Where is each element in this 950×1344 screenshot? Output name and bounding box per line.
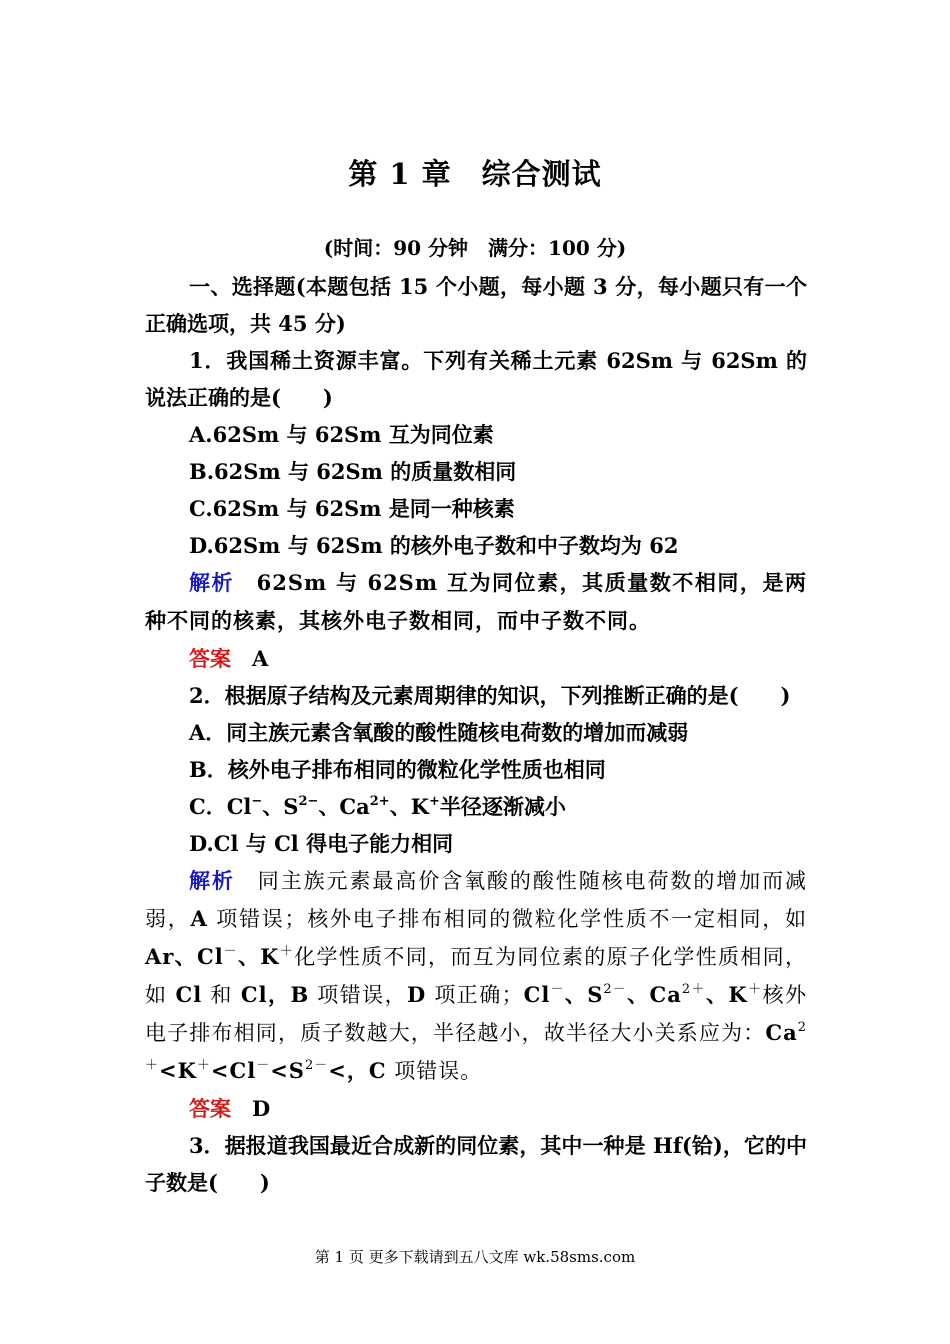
exp-text: 、Ca	[626, 982, 682, 1007]
charge: 2−	[298, 794, 319, 809]
exp-text: 和	[202, 983, 241, 1007]
charge: 2－	[304, 1058, 329, 1073]
q1-explanation-text: 62Sm 与 62Sm 互为同位素，其质量数不相同，是两种不同的核素，其核外电子数相同，而中子数不同。	[145, 570, 807, 633]
charge: 2－	[603, 982, 627, 997]
charge: +	[428, 794, 440, 809]
explanation-label: 解析	[189, 570, 235, 595]
question-2-stem: 2．根据原子结构及元素周期律的知识，下列推断正确的是( )	[189, 683, 791, 708]
q2-option-a: A．同主族元素含氧酸的酸性随核电荷数的增加而减弱	[189, 720, 689, 745]
charge: 2＋	[681, 982, 706, 997]
exp-text: D	[407, 982, 427, 1007]
q1-answer	[145, 640, 807, 677]
exp-text: 同主族元素最高价含氧酸的酸性随核电荷数的增加而减弱，	[145, 869, 808, 931]
exam-info: (时间：90 分钟 满分：100 分)	[323, 236, 627, 260]
question-1-stem: 1．我国稀土资源丰富。下列有关稀土元素 62Sm 与 62Sm 的说法正确的是( )	[145, 348, 807, 410]
exp-text: Cl	[175, 982, 203, 1007]
section-heading: 一、选择题(本题包括 15 个小题，每小题 3 分，每小题只有一个正确选项，共 45 分)	[145, 274, 807, 336]
exp-text: <K	[159, 1058, 197, 1083]
q1-option-b: B.62Sm 与 62Sm 的质量数相同	[189, 459, 517, 484]
charge: －	[550, 982, 565, 997]
q2-option-d: D.Cl 与 Cl 得电子能力相同	[189, 831, 454, 856]
q1-answer-value: A	[231, 646, 269, 671]
charge: －	[256, 1058, 271, 1073]
q2-c-text: 、Ca	[318, 794, 370, 819]
charge: ＋	[196, 1058, 211, 1073]
charge: 2+	[369, 794, 390, 809]
exp-text: 化学性质不同，而互为同位素的原子化学性质相同，如	[145, 945, 807, 1007]
page-footer: 第 1 页 更多下载请到五八文库 wk.58sms.com	[314, 1248, 636, 1266]
explanation-label: 解析	[189, 868, 235, 893]
q2-explanation	[145, 862, 807, 1090]
page-title: 第 1 章 综合测试	[348, 157, 602, 191]
q1-option-c: C.62Sm 与 62Sm 是同一种核素	[189, 496, 515, 521]
answer-label: 答案	[189, 1096, 231, 1121]
exp-text: 项正确；	[426, 983, 524, 1007]
q2-c-text: 、S	[262, 794, 299, 819]
q2-answer	[145, 1090, 807, 1127]
charge: −	[251, 794, 263, 809]
q2-option-b: B．核外电子排布相同的微粒化学性质也相同	[189, 757, 606, 782]
answer-label: 答案	[189, 646, 231, 671]
document-body	[145, 268, 807, 1201]
question-3-stem: 3．据报道我国最近合成新的同位素，其中一种是 Hf(铪)，它的中子数是( )	[145, 1133, 807, 1195]
exp-text: Cl，B	[240, 982, 310, 1007]
exp-text: Cl	[523, 982, 551, 1007]
charge: 2＋	[145, 1020, 807, 1073]
q2-option-c	[145, 788, 807, 825]
q2-c-text: 、K	[389, 794, 429, 819]
exp-text: 、K	[706, 982, 748, 1007]
exp-text: Ar、Cl	[145, 944, 224, 969]
exp-text: 项错误，	[309, 983, 408, 1007]
exp-text: <Cl	[210, 1058, 257, 1083]
q1-explanation	[145, 564, 807, 640]
exp-text: A	[190, 906, 208, 931]
exp-text: Ca	[765, 1020, 798, 1045]
exp-text: 项错误；核外电子排布相同的微粒化学性质不一定相同，如	[207, 907, 807, 931]
exp-text: 、K	[237, 944, 280, 969]
q2-c-text: C．Cl	[189, 794, 252, 819]
exp-text: <S	[270, 1058, 305, 1083]
q2-c-text: 半径逐渐减小	[439, 794, 566, 819]
charge: ＋	[747, 982, 763, 997]
exp-text: 、S	[564, 982, 604, 1007]
q1-option-d: D.62Sm 与 62Sm 的核外电子数和中子数均为 62	[189, 533, 679, 558]
charge: －	[223, 944, 238, 959]
exp-text: 项错误。	[386, 1059, 483, 1083]
charge: ＋	[279, 944, 295, 959]
q2-answer-value: D	[231, 1096, 271, 1121]
exp-text: 核外电子排布相同，质子数越大，半径越小，故半径大小关系应为：	[145, 983, 807, 1045]
q1-option-a: A.62Sm 与 62Sm 互为同位素	[189, 422, 494, 447]
exp-text: <，C	[328, 1058, 387, 1083]
